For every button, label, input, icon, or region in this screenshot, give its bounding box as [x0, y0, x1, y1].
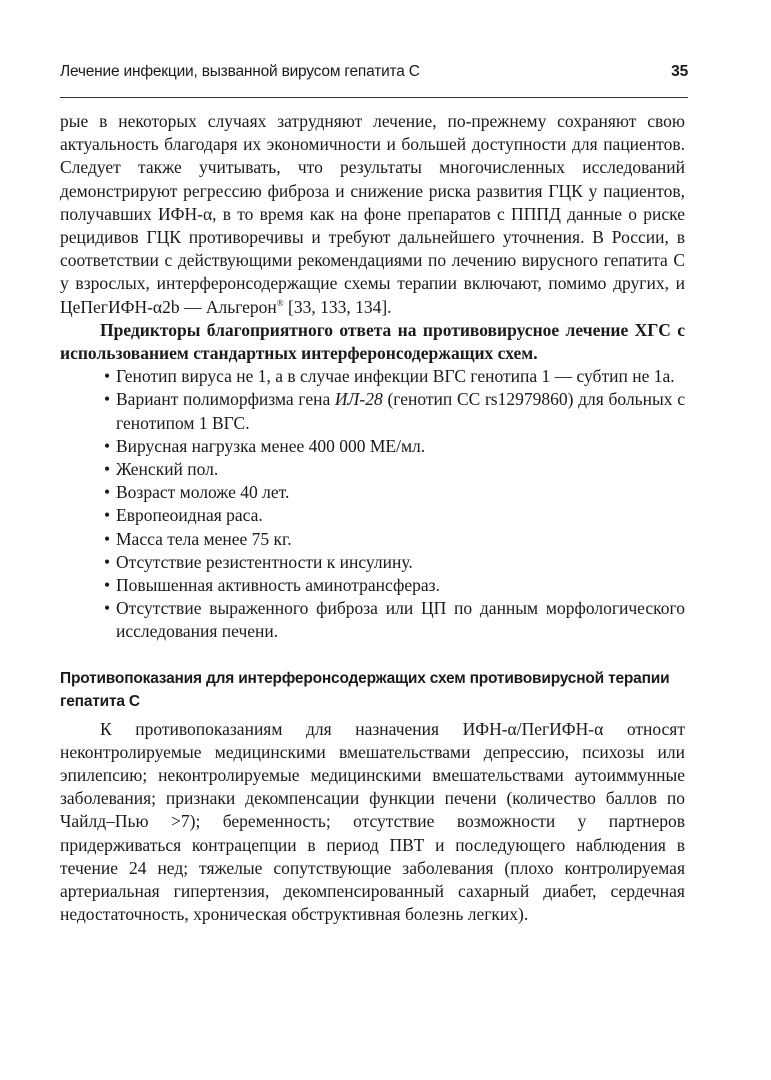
predictors-heading: Предикторы благоприятного ответа на противовирусное лечение ХГС с использованием стандартных интерферонсодержащих схем. — [60, 319, 685, 364]
list-item: • Отсутствие выраженного фиброза или ЦП по данным морфологического исследования печени. — [104, 598, 685, 642]
bullet-icon: • — [104, 505, 111, 526]
list-item: • Повышенная активность аминотрансфераз. — [60, 574, 685, 597]
list-item: • Масса тела менее 75 кг. — [60, 528, 685, 551]
bullet-icon: • — [104, 598, 111, 619]
intro-citation: [33, 133, 134]. — [283, 296, 392, 317]
list-item: • Отсутствие резистентности к инсулину. — [60, 551, 685, 574]
bullet-icon: • — [104, 435, 111, 456]
page-number: 35 — [671, 63, 688, 80]
header-divider — [60, 97, 688, 98]
list-item: • Возраст моложе 40 лет. — [60, 481, 685, 504]
contraindications-paragraph: К противопоказаниям для назначения ИФН-α/ПегИФН-α относят неконтролируемые медицинскими вмешательствами депрессию, психозы или эпилепсию; неконтролируемые медицинскими вмешательствами аутоиммунные заболевания; признаки декомпенсации функции печени (количество баллов по Чайлд–Пью >7); беременность; отсутствие возможности у партнеров придерживаться контрацепции в период ПВТ и последующего наблюдения в течение 24 нед; тяжелые сопутствующие заболевания (плохо контролируемая артериальная гипертензия, декомпенсированный сахарный диабет, сердечная недостаточность, хроническая обструктивная болезнь легких). — [60, 718, 685, 925]
gene-name: ИЛ-28 — [334, 389, 383, 410]
bullet-icon: • — [104, 482, 111, 503]
bullet-icon: • — [104, 551, 111, 572]
intro-text: рые в некоторых случаях затрудняют лечение, по-прежнему сохраняют свою актуальность благодаря их экономичности и большей доступности для пациентов. Следует также учитывать, что результаты многочисленных исследований демонстрируют регрессию фиброза и снижение риска развития ГЦК у пациентов, получавших ИФН-α, в то время как на фоне препаратов с ПППД данные о риске рецидивов ГЦК противоречивы и требуют дальнейшего уточнения. В России, в соответствии с действующими рекомендациями по лечению вирусного гепатита С у взрослых, интерферонсодержащие схемы терапии включают, помимо других, и ЦеПегИФН-α2b — Альгерон — [60, 111, 685, 317]
running-header-title: Лечение инфекции, вызванной вирусом гепатита С — [60, 63, 420, 80]
bullet-icon: • — [104, 528, 111, 549]
bullet-icon: • — [104, 366, 111, 387]
predictors-list — [60, 365, 685, 643]
page-body — [60, 110, 685, 927]
list-item: • Вирусная нагрузка менее 400 000 МЕ/мл. — [60, 435, 685, 458]
list-item: • Европеоидная раса. — [60, 504, 685, 527]
section-heading: Противопоказания для интерферонсодержащих схем противовирусной терапии гепатита С — [60, 669, 670, 710]
bullet-icon: • — [104, 389, 111, 410]
list-item: • Женский пол. — [60, 458, 685, 481]
intro-paragraph — [60, 110, 685, 319]
list-item: • Вариант полиморфизма гена ИЛ-28 (генотип СС rs12979860) для больных с генотипом 1 ВГС. — [104, 389, 685, 433]
registered-mark: ® — [276, 297, 284, 308]
bullet-icon: • — [104, 459, 111, 480]
list-item: • Генотип вируса не 1, а в случае инфекции ВГС генотипа 1 — субтип не 1a. — [60, 365, 685, 388]
bullet-icon: • — [104, 575, 111, 596]
